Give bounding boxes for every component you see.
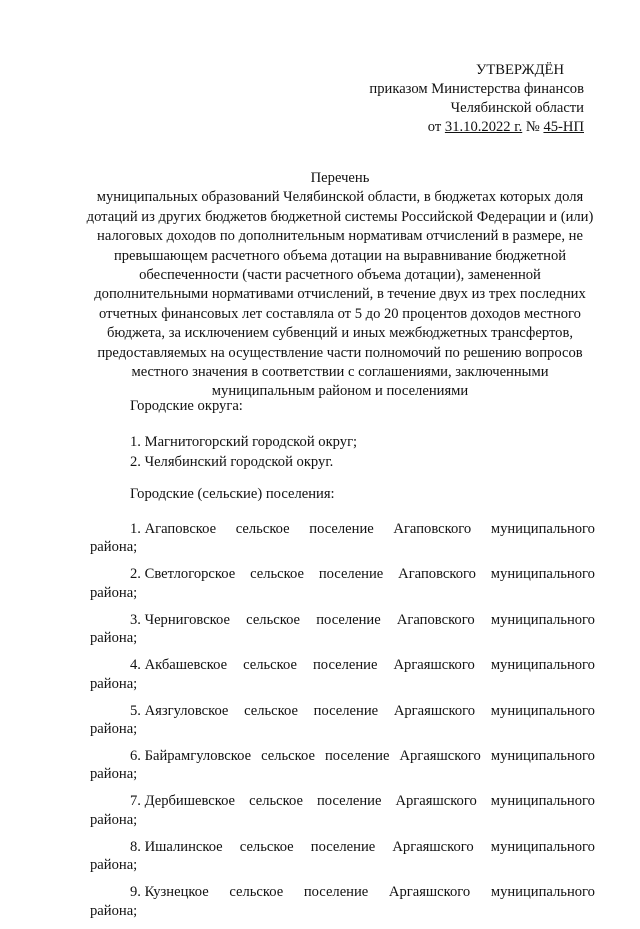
list-item — [90, 520, 595, 557]
list-item: 2. Челябинский городской округ. — [130, 454, 334, 470]
item-tail: района; — [90, 539, 138, 556]
item-kind: сельское — [239, 838, 294, 855]
item-district: Аргаяшского — [393, 702, 476, 719]
list-item-line — [90, 565, 595, 583]
item-adj: муниципального — [490, 884, 595, 901]
item-district: Аргаяшского — [392, 838, 474, 855]
settlements-list — [90, 520, 595, 929]
item-adj: муниципального — [490, 611, 595, 628]
item-word: поселение — [325, 748, 390, 765]
item-word: поселение — [316, 793, 382, 810]
approval-date: 31.10.2022 г. — [444, 119, 523, 135]
item-adj: муниципального — [490, 566, 595, 583]
item-district: Аргаяшского — [388, 884, 471, 901]
urban-districts-label: Городские округа: — [130, 398, 243, 414]
list-item-line — [90, 520, 595, 538]
item-adj: муниципального — [490, 748, 595, 765]
item-tail: района; — [90, 811, 138, 828]
list-item — [90, 702, 595, 739]
list-item-line — [90, 883, 595, 901]
item-kind: сельское — [229, 884, 284, 901]
heading-title: Перечень — [310, 170, 370, 186]
item-kind: сельское — [249, 793, 303, 810]
item-kind: сельское — [250, 566, 304, 583]
item-district: Аргаяшского — [395, 793, 477, 810]
list-item — [90, 883, 595, 920]
approval-date-line — [324, 118, 584, 137]
item-district: Аргаяшского — [399, 748, 481, 765]
urban-districts-list — [130, 432, 357, 472]
list-item-line — [90, 747, 595, 765]
item-adj: муниципального — [490, 521, 595, 537]
item-district: Агаповского — [393, 521, 472, 537]
item-number-and-name: 2. Светлогорское — [130, 566, 236, 583]
item-word: поселение — [309, 521, 374, 537]
heading-body: муниципальных образований Челябинской области, в бюджетах которых доля дотаций из других бюджетов бюджетной системы Российской Федерации и (или) налоговых доходов по дополнительным нормативам отчислений в размере, не превышающем расчетного объема дотации на выравнивание бюджетной обеспеченности (части расчетного объема дотации), замененной дополнительными нормативами отчислений, в течение двух из трех последних отчетных финансовых лет составляла от 5 до 20 процентов доходов местного бюджета, за исключением субвенций и иных межбюджетных трансфертов, предоставляемых на осуществление части полномочий по решению вопросов местного значения в соответствии с соглашениями, заключенными муниципальным районом и поселениями — [86, 189, 594, 400]
list-item-line — [90, 656, 595, 674]
item-word: поселение — [312, 657, 378, 674]
approval-number-prefix: № — [522, 119, 544, 135]
item-number-and-name: 7. Дербишевское — [130, 793, 236, 810]
list-item: 1. Магнитогорский городской округ; — [130, 434, 358, 450]
item-word: поселение — [316, 611, 381, 628]
approval-line-1: приказом Министерства финансов — [369, 81, 584, 97]
item-number-and-name: 5. Аязгуловское — [130, 702, 229, 719]
list-item — [90, 747, 595, 784]
list-item — [90, 565, 595, 602]
list-item-line — [90, 611, 595, 629]
list-item — [90, 656, 595, 693]
item-number-and-name: 6. Байрамгуловское — [130, 748, 252, 765]
item-kind: сельское — [243, 657, 297, 674]
item-district: Агаповского — [398, 566, 476, 583]
item-number-and-name: 1. Агаповское — [130, 521, 217, 537]
item-number-and-name: 4. Акбашевское — [130, 657, 228, 674]
item-adj: муниципального — [490, 838, 595, 855]
approval-number: 45-НП — [543, 119, 584, 135]
item-number-and-name: 8. Ишалинское — [130, 838, 223, 855]
item-tail: района; — [90, 766, 138, 783]
list-item-line — [90, 702, 595, 720]
approval-title: УТВЕРЖДЁН — [476, 62, 564, 78]
item-word: поселение — [310, 838, 376, 855]
settlements-label: Городские (сельские) поселения: — [130, 486, 335, 502]
item-kind: сельское — [235, 521, 290, 537]
list-item — [90, 838, 595, 875]
item-kind: сельское — [261, 748, 315, 765]
item-district: Агаповского — [396, 611, 475, 628]
approval-line-2: Челябинской области — [450, 100, 584, 116]
item-tail: района; — [90, 675, 138, 692]
item-tail: района; — [90, 902, 138, 919]
item-tail: района; — [90, 857, 138, 874]
item-tail: района; — [90, 721, 138, 738]
item-word: поселение — [318, 566, 384, 583]
item-number-and-name: 3. Черниговское — [130, 611, 230, 628]
item-district: Аргаяшского — [393, 657, 475, 674]
item-tail: района; — [90, 584, 138, 601]
item-adj: муниципального — [490, 702, 595, 719]
list-item-line — [90, 792, 595, 810]
list-item — [90, 611, 595, 648]
item-kind: сельское — [244, 702, 298, 719]
item-word: поселение — [313, 702, 379, 719]
item-kind: сельское — [246, 611, 301, 628]
item-adj: муниципального — [490, 657, 595, 674]
document-heading — [86, 169, 594, 402]
list-item — [90, 792, 595, 829]
item-number-and-name: 9. Кузнецкое — [130, 884, 209, 901]
approval-block — [324, 61, 584, 137]
item-adj: муниципального — [490, 793, 595, 810]
item-tail: района; — [90, 630, 138, 647]
item-word: поселение — [303, 884, 369, 901]
approval-date-prefix: от — [427, 119, 445, 135]
list-item-line — [90, 838, 595, 856]
